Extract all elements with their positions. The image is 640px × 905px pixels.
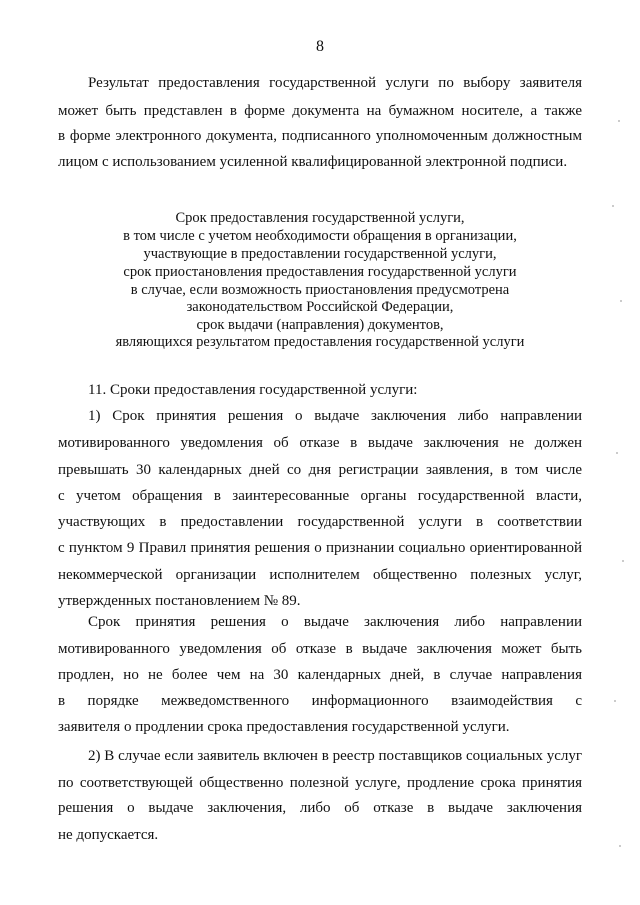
heading-line: законодательством Российской Федерации, [186,299,454,315]
scan-speck [612,205,614,207]
scan-speck [622,560,624,562]
heading-line: срок выдачи (направления) документов, [196,317,444,333]
paragraph-line: по соответствующей общественно полезной услуге, продление срока принятия [58,775,582,791]
scan-speck [618,120,620,122]
paragraph-line: решения о выдаче заключения, либо об отказе в выдаче заключения [58,800,582,816]
scan-speck [614,700,616,702]
paragraph-line: с учетом обращения в заинтересованные органы государственной власти, [58,488,582,504]
paragraph-line: утвержденных постановлением № 89. [58,593,301,609]
heading-line: в том числе с учетом необходимости обращения в организации, [123,228,517,244]
page-number: 8 [316,38,324,55]
paragraph-line: лицом с использованием усиленной квалифицированной электронной подписи. [58,154,568,170]
paragraph-line: участвующих в предоставлении государственной услуги в соответствии [58,514,582,530]
paragraph-line: мотивированного уведомления об отказе в выдаче заключения не должен [58,435,582,451]
paragraph-line: некоммерческой организации исполнителем общественно полезных услуг, [58,567,582,583]
paragraph-line: заявителя о продлении срока предоставления государственной услуги. [58,719,510,735]
paragraph-line: в форме электронного документа, подписанного уполномоченным должностным [58,128,582,144]
paragraph-line: может быть представлен в форме документа на бумажном носителе, а также [58,103,582,119]
paragraph-line: превышать 30 календарных дней со дня регистрации заявления, в том числе [58,462,582,478]
paragraph-line: не допускается. [58,827,159,843]
scan-speck [616,452,618,454]
heading-line: срок приостановления предоставления государственной услуги [123,264,517,280]
paragraph-line: Срок принятия решения о выдаче заключения либо направлении [88,614,582,630]
scan-speck [619,845,621,847]
scan-speck [620,300,622,302]
paragraph-line: 1) Срок принятия решения о выдаче заключения либо направлении [88,408,582,424]
paragraph-line: продлен, но не более чем на 30 календарных дней, в случае направления [58,667,582,683]
paragraph-line: 2) В случае если заявитель включен в реестр поставщиков социальных услуг [88,748,582,764]
heading-line: участвующие в предоставлении государственной услуги, [143,246,497,262]
paragraph-line: с пунктом 9 Правил принятия решения о признании социально ориентированной [58,540,582,556]
paragraph-line: Результат предоставления государственной услуги по выбору заявителя [88,75,582,91]
paragraph-line: в порядке межведомственного информационного взаимодействия с [58,693,582,709]
heading-line: в случае, если возможность приостановления предусмотрена [130,282,510,298]
item-11-title: 11. Сроки предоставления государственной услуги: [88,382,418,398]
heading-line: являющихся результатом предоставления государственной услуги [115,334,525,350]
paragraph-line: мотивированного уведомления об отказе в выдаче заключения может быть [58,641,582,657]
heading-line: Срок предоставления государственной услуги, [175,210,465,226]
